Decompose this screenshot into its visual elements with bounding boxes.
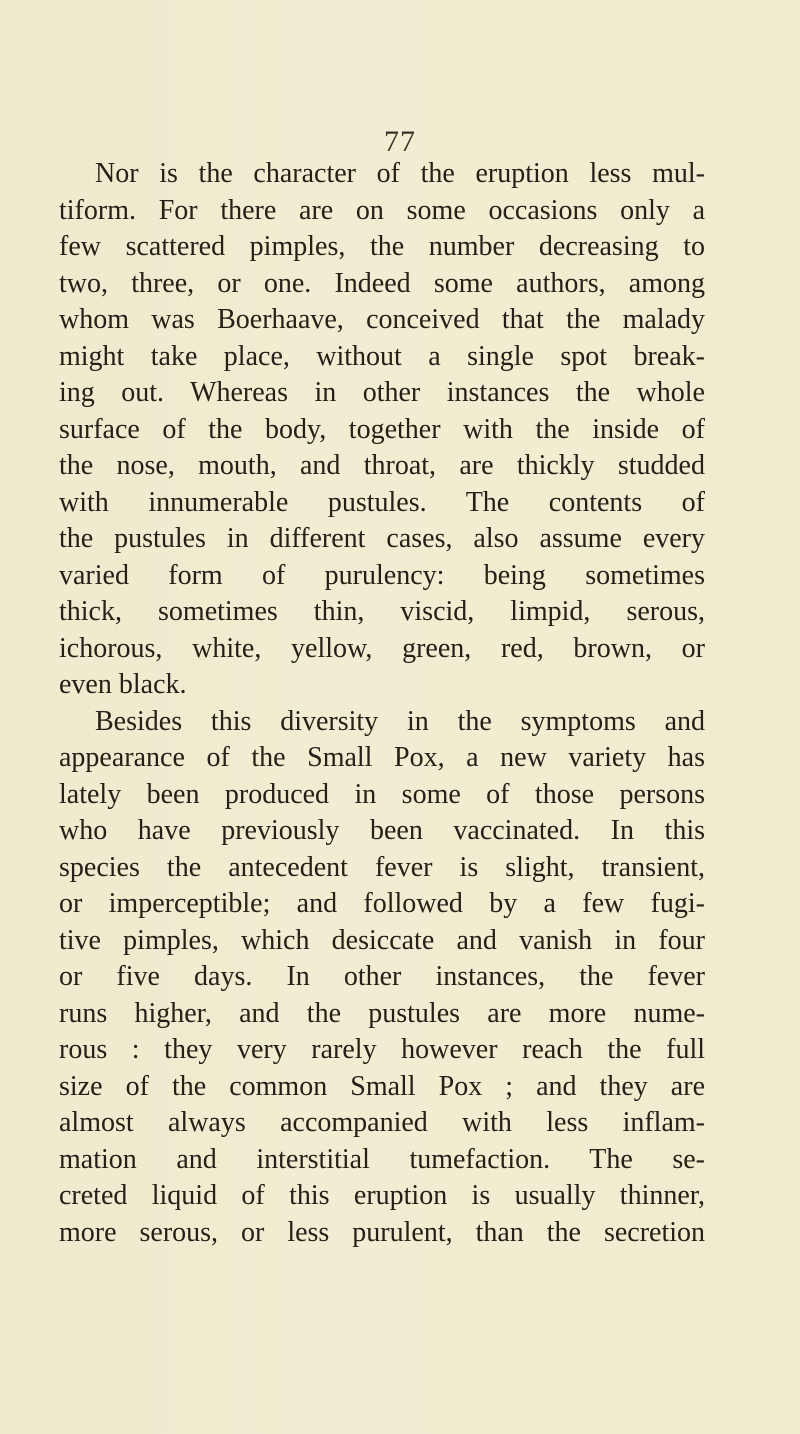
text-line: or imperceptible; and followed by a few fugi- [59, 888, 705, 919]
text-line: appearance of the Small Pox, a new variety has [59, 742, 705, 773]
text-line: ing out. Whereas in other instances the whole [59, 377, 705, 408]
text-line: ichorous, white, yellow, green, red, brown, or [59, 632, 705, 664]
text-line: almost always accompanied with less inflam- [59, 1107, 705, 1138]
text-line: varied form of purulency: being sometimes [59, 559, 705, 591]
text-line: even black. [59, 669, 187, 700]
text-line: more serous, or less purulent, than the secretion [59, 1216, 705, 1248]
text-line: tive pimples, which desiccate and vanish in four [59, 924, 705, 956]
body-text [59, 156, 705, 1251]
text-line: runs higher, and the pustules are more nume- [59, 997, 705, 1029]
text-line: species the antecedent fever is slight, transient, [59, 851, 705, 883]
text-line: surface of the body, together with the inside of [59, 413, 705, 445]
text-line: lately been produced in some of those persons [59, 778, 705, 810]
text-line: with innumerable pustules. The contents of [59, 486, 705, 518]
text-line: creted liquid of this eruption is usually thinner, [59, 1180, 705, 1211]
text-line: thick, sometimes thin, viscid, limpid, serous, [59, 596, 705, 627]
text-line: or five days. In other instances, the fever [59, 961, 705, 992]
text-line: might take place, without a single spot break- [59, 340, 705, 372]
text-line: who have previously been vaccinated. In this [59, 815, 705, 846]
text-line: Besides this diversity in the symptoms and [95, 705, 705, 737]
text-line: size of the common Small Pox ; and they are [59, 1070, 705, 1102]
text-line: tiform. For there are on some occasions only a [59, 194, 705, 226]
text-line: the nose, mouth, and throat, are thickly studded [59, 450, 705, 481]
text-line: two, three, or one. Indeed some authors, among [59, 267, 705, 299]
text-line: whom was Boerhaave, conceived that the malady [59, 304, 705, 335]
text-line: few scattered pimples, the number decreasing to [59, 231, 705, 262]
text-line: rous : they very rarely however reach the full [59, 1034, 705, 1065]
text-line: Nor is the character of the eruption less mul- [95, 158, 705, 189]
page-number: 77 [384, 125, 416, 158]
text-line: mation and interstitial tumefaction. The se- [59, 1143, 705, 1175]
text-line: the pustules in different cases, also assume every [59, 523, 705, 554]
